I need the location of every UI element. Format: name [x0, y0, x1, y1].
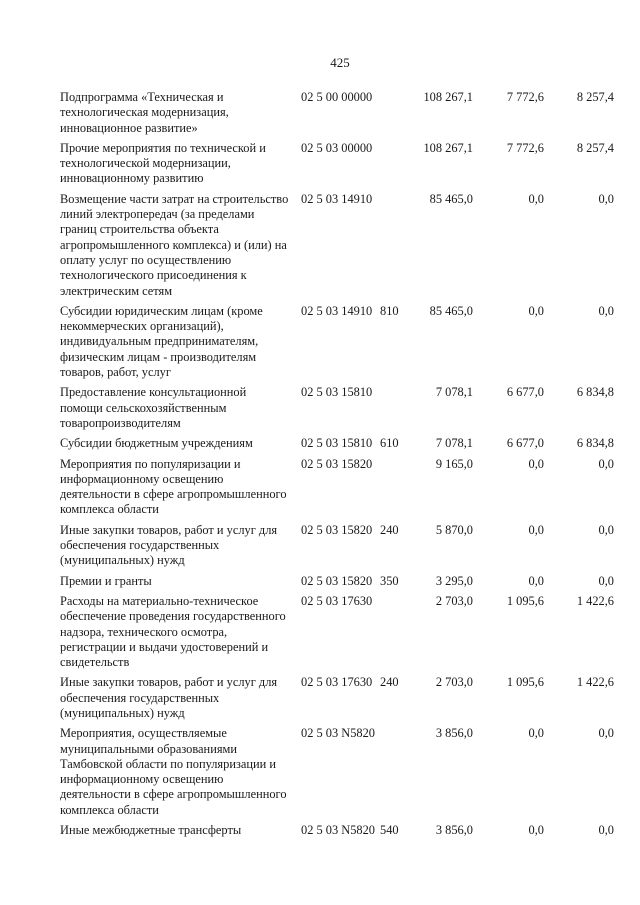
table-row — [0, 90, 640, 136]
row-expense-type: 240 — [380, 522, 399, 537]
row-value-1: 85 465,0 — [429, 303, 473, 318]
row-value-1: 2 703,0 — [435, 675, 473, 690]
row-value-1: 85 465,0 — [429, 191, 473, 206]
row-value-3: 0,0 — [598, 573, 614, 588]
row-value-2: 0,0 — [528, 456, 544, 471]
row-value-1: 9 165,0 — [435, 456, 473, 471]
row-value-1: 3 856,0 — [435, 726, 473, 741]
row-expense-type: 540 — [380, 823, 399, 838]
row-value-1: 108 267,1 — [423, 140, 473, 155]
row-expense-type: 810 — [380, 303, 399, 318]
row-code: 02 5 03 N5820 — [301, 726, 375, 741]
row-value-2: 0,0 — [528, 823, 544, 838]
table-row — [0, 823, 640, 838]
row-value-2: 0,0 — [528, 191, 544, 206]
row-value-1: 7 078,1 — [435, 385, 473, 400]
row-value-2: 6 677,0 — [506, 385, 544, 400]
row-value-2: 0,0 — [528, 522, 544, 537]
row-code: 02 5 03 N5820 — [301, 823, 375, 838]
row-expense-type: 240 — [380, 675, 399, 690]
row-name: Мероприятия по популяризации и информационному освещению деятельности в сфере агропромышленного комплекса области — [60, 456, 287, 517]
row-value-2: 7 772,6 — [506, 90, 544, 104]
table-row — [0, 675, 640, 721]
row-value-1: 5 870,0 — [435, 522, 473, 537]
row-name: Расходы на материально-техническое обеспечение проведения государственного надзора, технического осмотра, регистрации и выдачи удостоверений и свидетельств — [60, 593, 286, 670]
row-value-2: 6 677,0 — [506, 436, 544, 451]
row-value-3: 0,0 — [598, 823, 614, 838]
row-value-1: 3 295,0 — [435, 573, 473, 588]
row-name: Иные закупки товаров, работ и услуг для обеспечения государственных (муниципальных) нужд — [60, 675, 278, 720]
row-value-3: 0,0 — [598, 303, 614, 318]
row-value-3: 0,0 — [598, 191, 614, 206]
row-value-3: 0,0 — [598, 522, 614, 537]
row-code: 02 5 03 14910 — [301, 191, 373, 206]
row-code: 02 5 03 15810 — [301, 436, 373, 451]
table-row — [0, 523, 640, 569]
row-name: Мероприятия, осуществляемые муниципальными образованиями Тамбовской области по популяризации и информационному освещению деятельности в сфере агропромышленного комплекса области — [60, 726, 287, 817]
row-name: Подпрограмма «Техническая и технологическая модернизация, инновационное развитие» — [60, 90, 229, 135]
row-code: 02 5 03 15820 — [301, 522, 373, 537]
row-code: 02 5 03 14910 — [301, 303, 373, 318]
row-name: Иные закупки товаров, работ и услуг для обеспечения государственных (муниципальных) нужд — [60, 522, 278, 568]
row-name: Субсидии бюджетным учреждениям — [60, 436, 253, 451]
row-name: Возмещение части затрат на строительство линий электропередач (за пределами границ строительства объекта агропромышленного комплекса) и (или) на оплату услуг по осуществлению технологического присоединения к электрическим сетям — [60, 191, 289, 298]
row-value-2: 1 095,6 — [506, 675, 544, 690]
row-value-2: 0,0 — [528, 303, 544, 318]
row-name: Прочие мероприятия по технической и технологической модернизации, инновационному развитию — [60, 140, 266, 186]
row-expense-type: 350 — [380, 573, 399, 588]
budget-table — [0, 90, 640, 838]
row-name: Иные межбюджетные трансферты — [60, 823, 242, 838]
table-row — [0, 457, 640, 518]
row-code: 02 5 03 15820 — [301, 456, 373, 471]
row-value-3: 1 422,6 — [576, 675, 614, 690]
page-number: 425 — [330, 55, 350, 70]
row-code: 02 5 03 17630 — [301, 675, 373, 690]
row-code: 02 5 03 15810 — [301, 385, 373, 400]
table-row — [0, 726, 640, 818]
table-row — [0, 304, 640, 380]
row-value-2: 1 095,6 — [506, 593, 544, 608]
table-row — [0, 192, 640, 299]
row-name: Субсидии юридическим лицам (кроме некоммерческих организаций), индивидуальным предпринимателям, физическим лицам - производителям товаров, работ, услуг — [60, 303, 263, 380]
row-value-1: 7 078,1 — [435, 436, 473, 451]
row-value-3: 6 834,8 — [576, 385, 614, 400]
row-code: 02 5 00 00000 — [301, 90, 373, 104]
table-row — [0, 436, 640, 451]
row-value-1: 2 703,0 — [435, 593, 473, 608]
row-value-3: 6 834,8 — [576, 436, 614, 451]
row-value-2: 7 772,6 — [506, 140, 544, 155]
row-value-2: 0,0 — [528, 573, 544, 588]
table-row — [0, 385, 640, 431]
row-value-3: 8 257,4 — [576, 140, 614, 155]
table-row — [0, 594, 640, 670]
row-value-3: 0,0 — [598, 456, 614, 471]
table-row — [0, 141, 640, 187]
row-value-3: 8 257,4 — [576, 90, 614, 104]
row-value-3: 0,0 — [598, 726, 614, 741]
row-name: Премии и гранты — [60, 573, 152, 588]
row-value-1: 3 856,0 — [435, 823, 473, 838]
row-name: Предоставление консультационной помощи сельскохозяйственным товаропроизводителям — [60, 385, 247, 430]
row-code: 02 5 03 17630 — [301, 593, 373, 608]
row-value-3: 1 422,6 — [576, 593, 614, 608]
table-row — [0, 574, 640, 589]
row-value-1: 108 267,1 — [423, 90, 473, 104]
row-code: 02 5 03 00000 — [301, 140, 373, 155]
row-code: 02 5 03 15820 — [301, 573, 373, 588]
row-expense-type: 610 — [380, 436, 399, 451]
row-value-2: 0,0 — [528, 726, 544, 741]
